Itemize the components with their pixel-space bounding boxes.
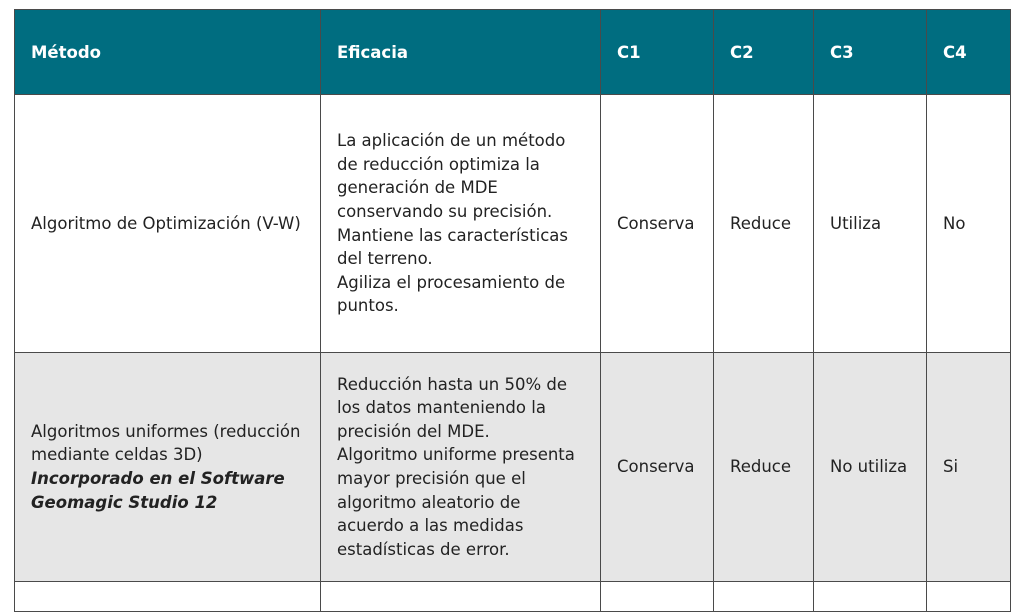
c4-cell: Si xyxy=(927,353,1011,582)
methods-comparison-table xyxy=(14,9,1011,612)
method-emphasis: Incorporado en el Software Geomagic Studio 12 xyxy=(31,469,285,512)
efficacy-line: La aplicación de un método de reducción optimiza la generación de MDE conservando su precisión. xyxy=(337,131,566,221)
empty-cell xyxy=(814,582,927,612)
empty-cell xyxy=(15,582,321,612)
header-c4: C4 xyxy=(927,10,1011,95)
c2-cell: Reduce xyxy=(714,353,814,582)
efficacy-cell xyxy=(321,95,601,353)
efficacy-cell xyxy=(321,353,601,582)
table-row xyxy=(15,582,1011,612)
header-c2: C2 xyxy=(714,10,814,95)
header-efficacy: Eficacia xyxy=(321,10,601,95)
c4-cell: No xyxy=(927,95,1011,353)
efficacy-line: Agiliza el procesamiento de puntos. xyxy=(337,272,566,316)
method-cell: Algoritmo de Optimización (V-W) xyxy=(15,95,321,353)
header-c3: C3 xyxy=(814,10,927,95)
efficacy-line: Mantiene las características del terreno. xyxy=(337,225,568,269)
method-text: Algoritmos uniformes (reducción mediante celdas 3D) xyxy=(31,421,301,465)
table-header-row xyxy=(15,10,1011,95)
efficacy-line: Reducción hasta un 50% de los datos manteniendo la precisión del MDE. xyxy=(337,374,568,441)
empty-cell xyxy=(927,582,1011,612)
table-row xyxy=(15,353,1011,582)
header-c1: C1 xyxy=(601,10,714,95)
c2-cell: Reduce xyxy=(714,95,814,353)
table-row xyxy=(15,95,1011,353)
efficacy-line: Algoritmo uniforme presenta mayor precisión que el algoritmo aleatorio de acuerdo a las medidas estadísticas de error. xyxy=(337,445,575,559)
empty-cell xyxy=(601,582,714,612)
c1-cell: Conserva xyxy=(601,353,714,582)
c3-cell: No utiliza xyxy=(814,353,927,582)
c3-cell: Utiliza xyxy=(814,95,927,353)
empty-cell xyxy=(321,582,601,612)
method-cell xyxy=(15,353,321,582)
empty-cell xyxy=(714,582,814,612)
header-method: Método xyxy=(15,10,321,95)
c1-cell: Conserva xyxy=(601,95,714,353)
